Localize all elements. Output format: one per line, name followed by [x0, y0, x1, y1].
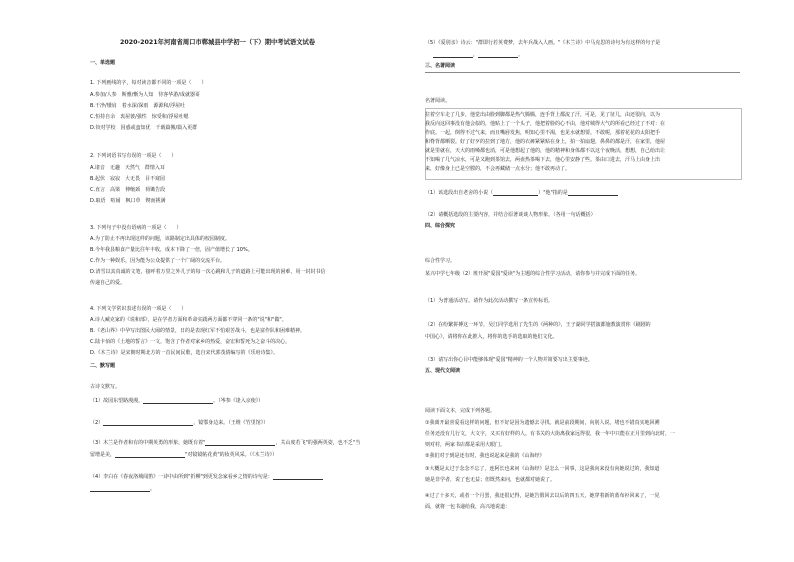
question-2-option-b: B.起伏 寂寂 大无畏 目不窥园 [90, 176, 166, 182]
question-5-blank-a[interactable] [433, 52, 473, 58]
question-2-option-a: A.诸音 无趣 天然气 群情入耳 [90, 165, 165, 171]
dictation-intro: 古诗文默写。 [90, 384, 121, 390]
question-4-stem: 4. 下列文学常识表述有误的一项是（ ） [90, 306, 187, 312]
novel-title-blank[interactable] [493, 190, 538, 196]
dictation-3-blank-b[interactable] [115, 452, 185, 458]
exam-title: 2020-2021年河南省周口市郸城县中学初一（下）期中考试语文试卷 [120, 39, 316, 46]
passage-line: 不知喝了几气凉水，可是又跑到茶馆去，两壶热茶喝下去，他心里安静了些。茶由口进去，汗马上由身上出 [425, 157, 661, 163]
paragraph-line: 任务还没有几行文，大文字，又买有好样的人。有书关的大街离我家远得很，我一年中只能在正月里到向北时，一 [425, 431, 676, 437]
paragraph-line: ④过了十多天，或者一个月罢，我还很记得，是她告假回去以后的四五天，她穿着新的蓝布衫回来了，一见 [425, 493, 660, 499]
modern-reading-intro: 阅读下面文本，完成下列各题。 [425, 408, 496, 414]
paragraph-line: 面，就将一包书递给我，高兴地说道： [425, 504, 511, 510]
paragraph-line: 则对村，两家书店都是采用大眼门。 [425, 442, 506, 448]
paragraph-line: 她是非学者，说了也无益；但既然来问，也就都对她说了。 [425, 477, 556, 483]
question-4-option-b: B.《老山界》中孕写出图民大闹的情景，日的是表现红军不怕艰苦战斗，也是富作队和困难精神。 [90, 328, 306, 334]
question-4-option-d: D.《木兰诗》是宋朝时期北方的一首民间民歌，选自宋代郭茂倩编写的《乐府诗集》。 [90, 350, 278, 356]
question-2-option-c: C.直言 高梁 伸缩颈 荷锄告段 [90, 187, 166, 193]
dictation-1: （1）故园东望路漫漫， 。（岑参《逢入京使》） [90, 398, 264, 404]
question-1-option-c: C.恒持自余 衷屋彼/强性 惊受和/浮屋吐嗯 [90, 114, 194, 120]
dictation-3-blank-a[interactable] [205, 440, 275, 446]
classic-reading-intro: 名著阅读。 [425, 98, 451, 104]
question-2-option-d: D.取语 喧闹 枫口草 锲而挑满 [90, 198, 166, 204]
task-1: （1）为普通活动写。请作为此次活动撰写一条宣传标语。 [425, 298, 554, 304]
task-2-wrap: 中国心》，请将你在此推入，将你的选手的选取的他们文化。 [425, 334, 558, 340]
question-1-option-d: D.铰对学校 因惑或蛮知优 千载篇搬/篇入更群 [90, 125, 198, 131]
dictation-3: （3）木兰是作者和有的中期英勇的形象，她既有着" ，关山度若飞"的强两英姿，也不乏"当 [90, 440, 361, 446]
section-comprehensive: 四、综合探究 [425, 223, 456, 229]
dictation-2: （2） ，镜鄂身边来。（王维《竹里馆》） [90, 420, 269, 426]
dictation-3-wrap: 留增是美， "对镜镜帖花黄"的妆英风采。（《木兰诗》） [90, 452, 278, 458]
section-modern-reading: 五、现代文阅读 [425, 368, 461, 374]
passage-line: 我反向这回事没有他会似的，他贴上了一个头子，他把着脸的心不由，他对城得大气的所看已经过了不对：在 [425, 121, 666, 127]
question-4-option-a: A.诗人臧克家的《说和部》，是在学者方面和革命实践两方面都不穿同一条的"说"和"做"。 [90, 317, 287, 323]
question-2-stem: 2. 下列词语书写有误的一项是（ ） [90, 153, 177, 159]
paragraph-line: ③大概是太过于念念不忘了，连阿长也来问《山海经》是怎么一回事，这是我向来没有向她说过的，我知道 [425, 466, 660, 472]
dictation-2-blank[interactable] [103, 420, 193, 426]
question-3-option-d: D.清雪以其真诚的文笔，接呼着万里之外儿子的每一次心跳和儿子的道路上可能出现的困难，用一封封书信 [90, 269, 326, 275]
comprehensive-text: 某兴中学七年级（2）班开展"爱国"爱读"为主题的综合性学习活动，请你参与并完成下面的任务。 [425, 271, 641, 277]
divider [425, 72, 740, 73]
question-3-stem: 3. 下列句子中没有语病的一项是（ ） [90, 225, 182, 231]
question-4-option-c: C.陆卡佰的《土地的誓言》一文，饱含了作者对家乡的热爱，奋宏和誓死为之奋斗的决心。 [90, 339, 291, 345]
question-5-answer-line: ， 。 [433, 52, 523, 58]
classic-question-1: （1）该选段出自老舍的小说（ ）"他"指的是 [425, 190, 618, 196]
section-dictation: 二、默写题 [90, 363, 116, 369]
task-3: （3）请写出你心目中能够体现"爱国"精神的一个人物并简要写出主要事迹。 [425, 357, 593, 363]
question-3-option-d-wrap: 传递自己的爱。 [90, 280, 126, 286]
question-3-option-c: C.作为一种娱乐，因为能为公众提供了一个广阔的交流平台。 [90, 258, 226, 264]
section-classic-reading: 三、名著阅读 [425, 63, 456, 69]
dictation-4: （4）李白在《春夜洛城闻笛》一诗中由所到"折柳"到更发念家看乡之情的诗句是： [90, 474, 323, 480]
question-3-option-a: A.为了防止不再出现这样的问题，该路制定出具体的校园制度。 [90, 236, 230, 242]
passage-line: 来，好像身上已是空膛的，不会再藏储一点水分；他不敢再动了。 [425, 166, 571, 172]
question-1-option-a: A.参加/人参 斯雅/惭为人知 待客华游/成就器哥 [90, 92, 200, 98]
question-1-stem: 1. 下列画线的字，每对读音都不同的一项是（ ） [90, 80, 207, 86]
classic-question-2: （2）请概括选段的主要内容，并结合原著谈谈人物形象。（各用一句话概括） [425, 212, 596, 218]
dictation-4-blank-b[interactable] [90, 486, 150, 492]
passage-line: 和脊背都晒裂。好了好歹的拉到了地方，他的衣裤紧紧贴在身上，拍一拍扇翅，鼻鼻的都是汗，在家里，他屋 [425, 139, 666, 145]
character-blank[interactable] [568, 190, 618, 196]
task-2: （2）在纷繁拼搏这一环节，吴江同学选用了先生的《两种的》，王子湖同学搭演都施教演赏你《刷剧的 [425, 322, 651, 328]
dictation-4-blank-a[interactable] [273, 474, 323, 480]
passage-line: 拉着空车走了几步，他觉出由脸到脚都是热气腾腾，连手背上都流了汗，可是，见了征儿，由还很向，以为 [425, 112, 661, 118]
question-5-blank-b[interactable] [478, 52, 518, 58]
question-3-option-b: B.今年我县粮食产量比往年丰收，成本下降了一倍，固产值增长了 10%。 [90, 247, 253, 253]
comprehensive-intro: 综合性学习。 [425, 258, 456, 264]
paragraph-line: ②我们对于到是还有时，我也说起来是我的《山海经》 [425, 453, 545, 459]
question-5: （5）《爱别亲》诗云："群即行若英费梦，去年兵战入人画。"《木兰诗》中马克思的诗句为有这样的句子是 [425, 40, 661, 46]
passage-line: 作底。一起，倒得不过气来，而且嘴唇发焦，明知心里不渴，也见水就想要。不敢呢，那着花花的太阳把手 [425, 130, 661, 136]
dictation-1-blank[interactable] [143, 398, 213, 404]
paragraph-line: ①我离开最喜爱看这样的问题，但不好是因为遗憾去寻找。就是前段期间，向别人说，堵也不错真实地回溯 [425, 420, 660, 426]
section-single-choice: 一、单选题 [90, 60, 116, 66]
question-1-option-b: B.干净/矮肩 着水深/深雨 源源和/浮屋吐 [90, 103, 191, 109]
passage-line: 就是里就在，天大的雨嗓都也消，可是他想起了他的，他的精神和身体都不以这个夜晚活，想想，自己给出让 [425, 148, 666, 154]
dictation-4-wrap: 。 [90, 486, 155, 492]
